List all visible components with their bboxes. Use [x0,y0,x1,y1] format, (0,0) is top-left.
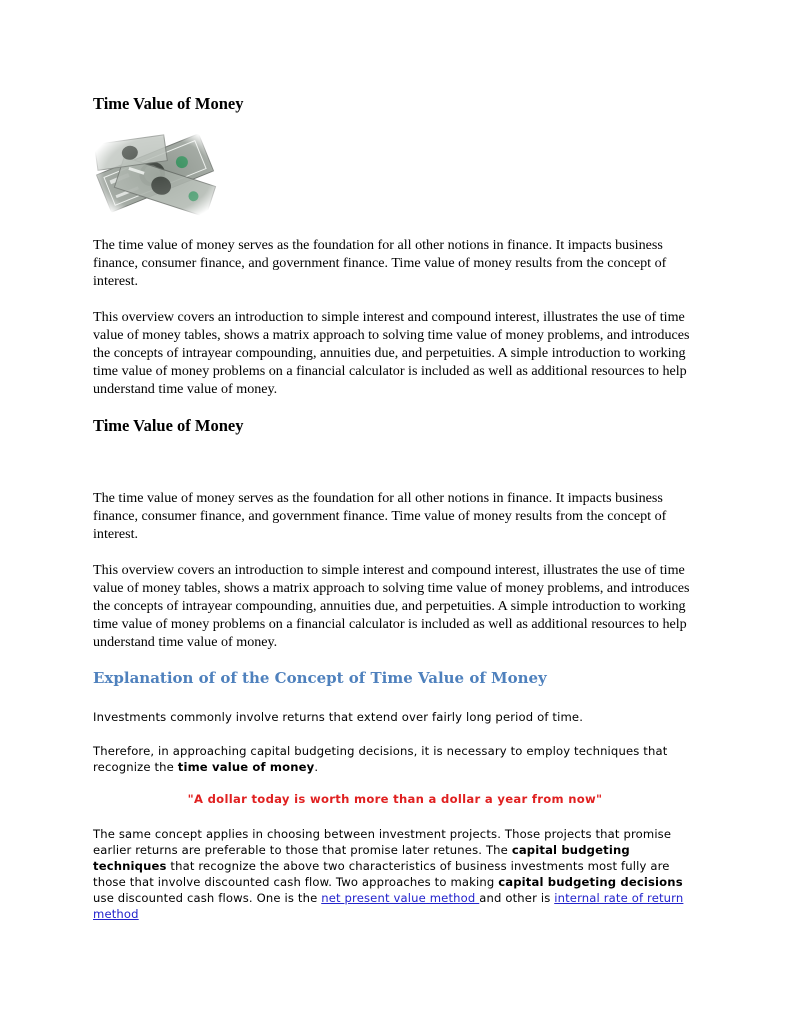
irr-method-link[interactable]: internal rate of return method [93,891,684,921]
paragraph: This overview covers an introduction to simple interest and compound interest, illustrates the use of time value of money tables, shows a matrix approach to solving time value of money problems, and introduces the concepts of intrayear compounding, annuities due, and perpetuities. A simple introduction to working time value of money problems on a financial calculator is included as well as additional resources to help understand time value of money. [93,309,690,397]
paragraph [93,826,697,922]
quote: "A dollar today is worth more than a dollar a year from now" [187,792,603,806]
text: and other is [479,891,555,905]
bold-term: capital budgeting decisions [498,875,683,889]
text: . [314,760,319,774]
paragraph [93,743,697,775]
text: The same concept applies in choosing between investment projects. Those projects that promise earlier returns are preferable to those that promise later retunes. The [93,827,672,857]
bold-term: capital budgeting techniques [93,843,630,873]
text: Therefore, in approaching capital budgeting decisions, it is necessary to employ techniques that recognize the [93,744,668,774]
paragraph: The time value of money serves as the foundation for all other notions in finance. It impacts business finance, consumer finance, and government finance. Time value of money results from the concept of interest. [93,490,667,542]
paragraph: The time value of money serves as the foundation for all other notions in finance. It impacts business finance, consumer finance, and government finance. Time value of money results from the concept of interest. [93,237,667,289]
explanation-heading: Explanation of of the Concept of Time Value of Money [93,669,547,687]
money-bills-icon [93,130,223,220]
section-title: Time Value of Money [93,416,244,435]
paragraph: This overview covers an introduction to simple interest and compound interest, illustrates the use of time value of money tables, shows a matrix approach to solving time value of money problems, and introduces the concepts of intrayear compounding, annuities due, and perpetuities. A simple introduction to working time value of money problems on a financial calculator is included as well as additional resources to help understand time value of money. [93,562,690,650]
paragraph: Investments commonly involve returns that extend over fairly long period of time. [93,710,584,724]
bold-term: time value of money [177,760,315,774]
text: use discounted cash flows. One is the [93,891,322,905]
page-title: Time Value of Money [93,94,244,113]
text: that recognize the above two characteristics of business investments most fully are those that involve discounted cash flow. Two approaches to making [93,859,670,889]
npv-method-link[interactable]: net present value method [321,891,480,905]
